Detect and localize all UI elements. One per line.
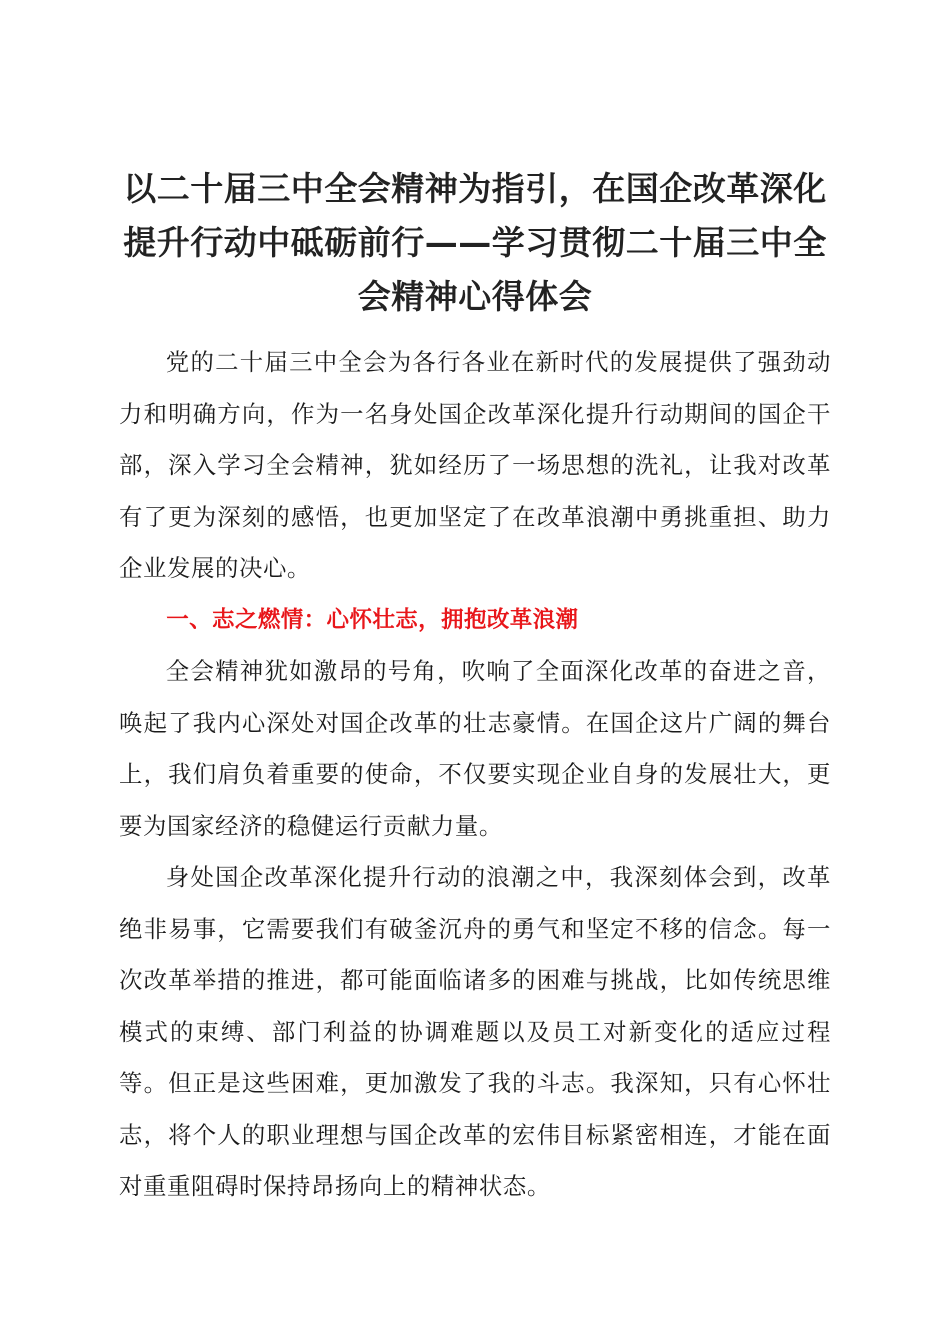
body-paragraph: 全会精神犹如激昂的号角，吹响了全面深化改革的奋进之音，唤起了我内心深处对国企改革的壮志豪情。在国企这片广阔的舞台上，我们肩负着重要的使命，不仅要实现企业自身的发展壮大，更要为国家经济的稳健运行贡献力量。 (119, 657, 831, 840)
intro-paragraph: 党的二十届三中全会为各行各业在新时代的发展提供了强劲动力和明确方向，作为一名身处国企改革深化提升行动期间的国企干部，深入学习全会精神，犹如经历了一场思想的洗礼，让我对改革有了更为深刻的感悟，也更加坚定了在改革浪潮中勇挑重担、助力企业发展的决心。 (119, 348, 831, 582)
body-paragraph: 身处国企改革深化提升行动的浪潮之中，我深刻体会到，改革绝非易事，它需要我们有破釜沉舟的勇气和坚定不移的信念。每一次改革举措的推进，都可能面临诸多的困难与挑战，比如传统思维模式的束缚、部门利益的协调难题以及员工对新变化的适应过程等。但正是这些困难，更加激发了我的斗志。我深知，只有心怀壮志，将个人的职业理想与国企改革的宏伟目标紧密相连，才能在面对重重阻碍时保持昂扬向上的精神状态。 (119, 863, 831, 1200)
document-title: 以二十届三中全会精神为指引，在国企改革深化提升行动中砥砺前行——学习贯彻二十届三中全会精神心得体会 (123, 169, 827, 316)
document-body (119, 337, 831, 1213)
section-heading: 一、志之燃情：心怀壮志，拥抱改革浪潮 (166, 606, 579, 633)
